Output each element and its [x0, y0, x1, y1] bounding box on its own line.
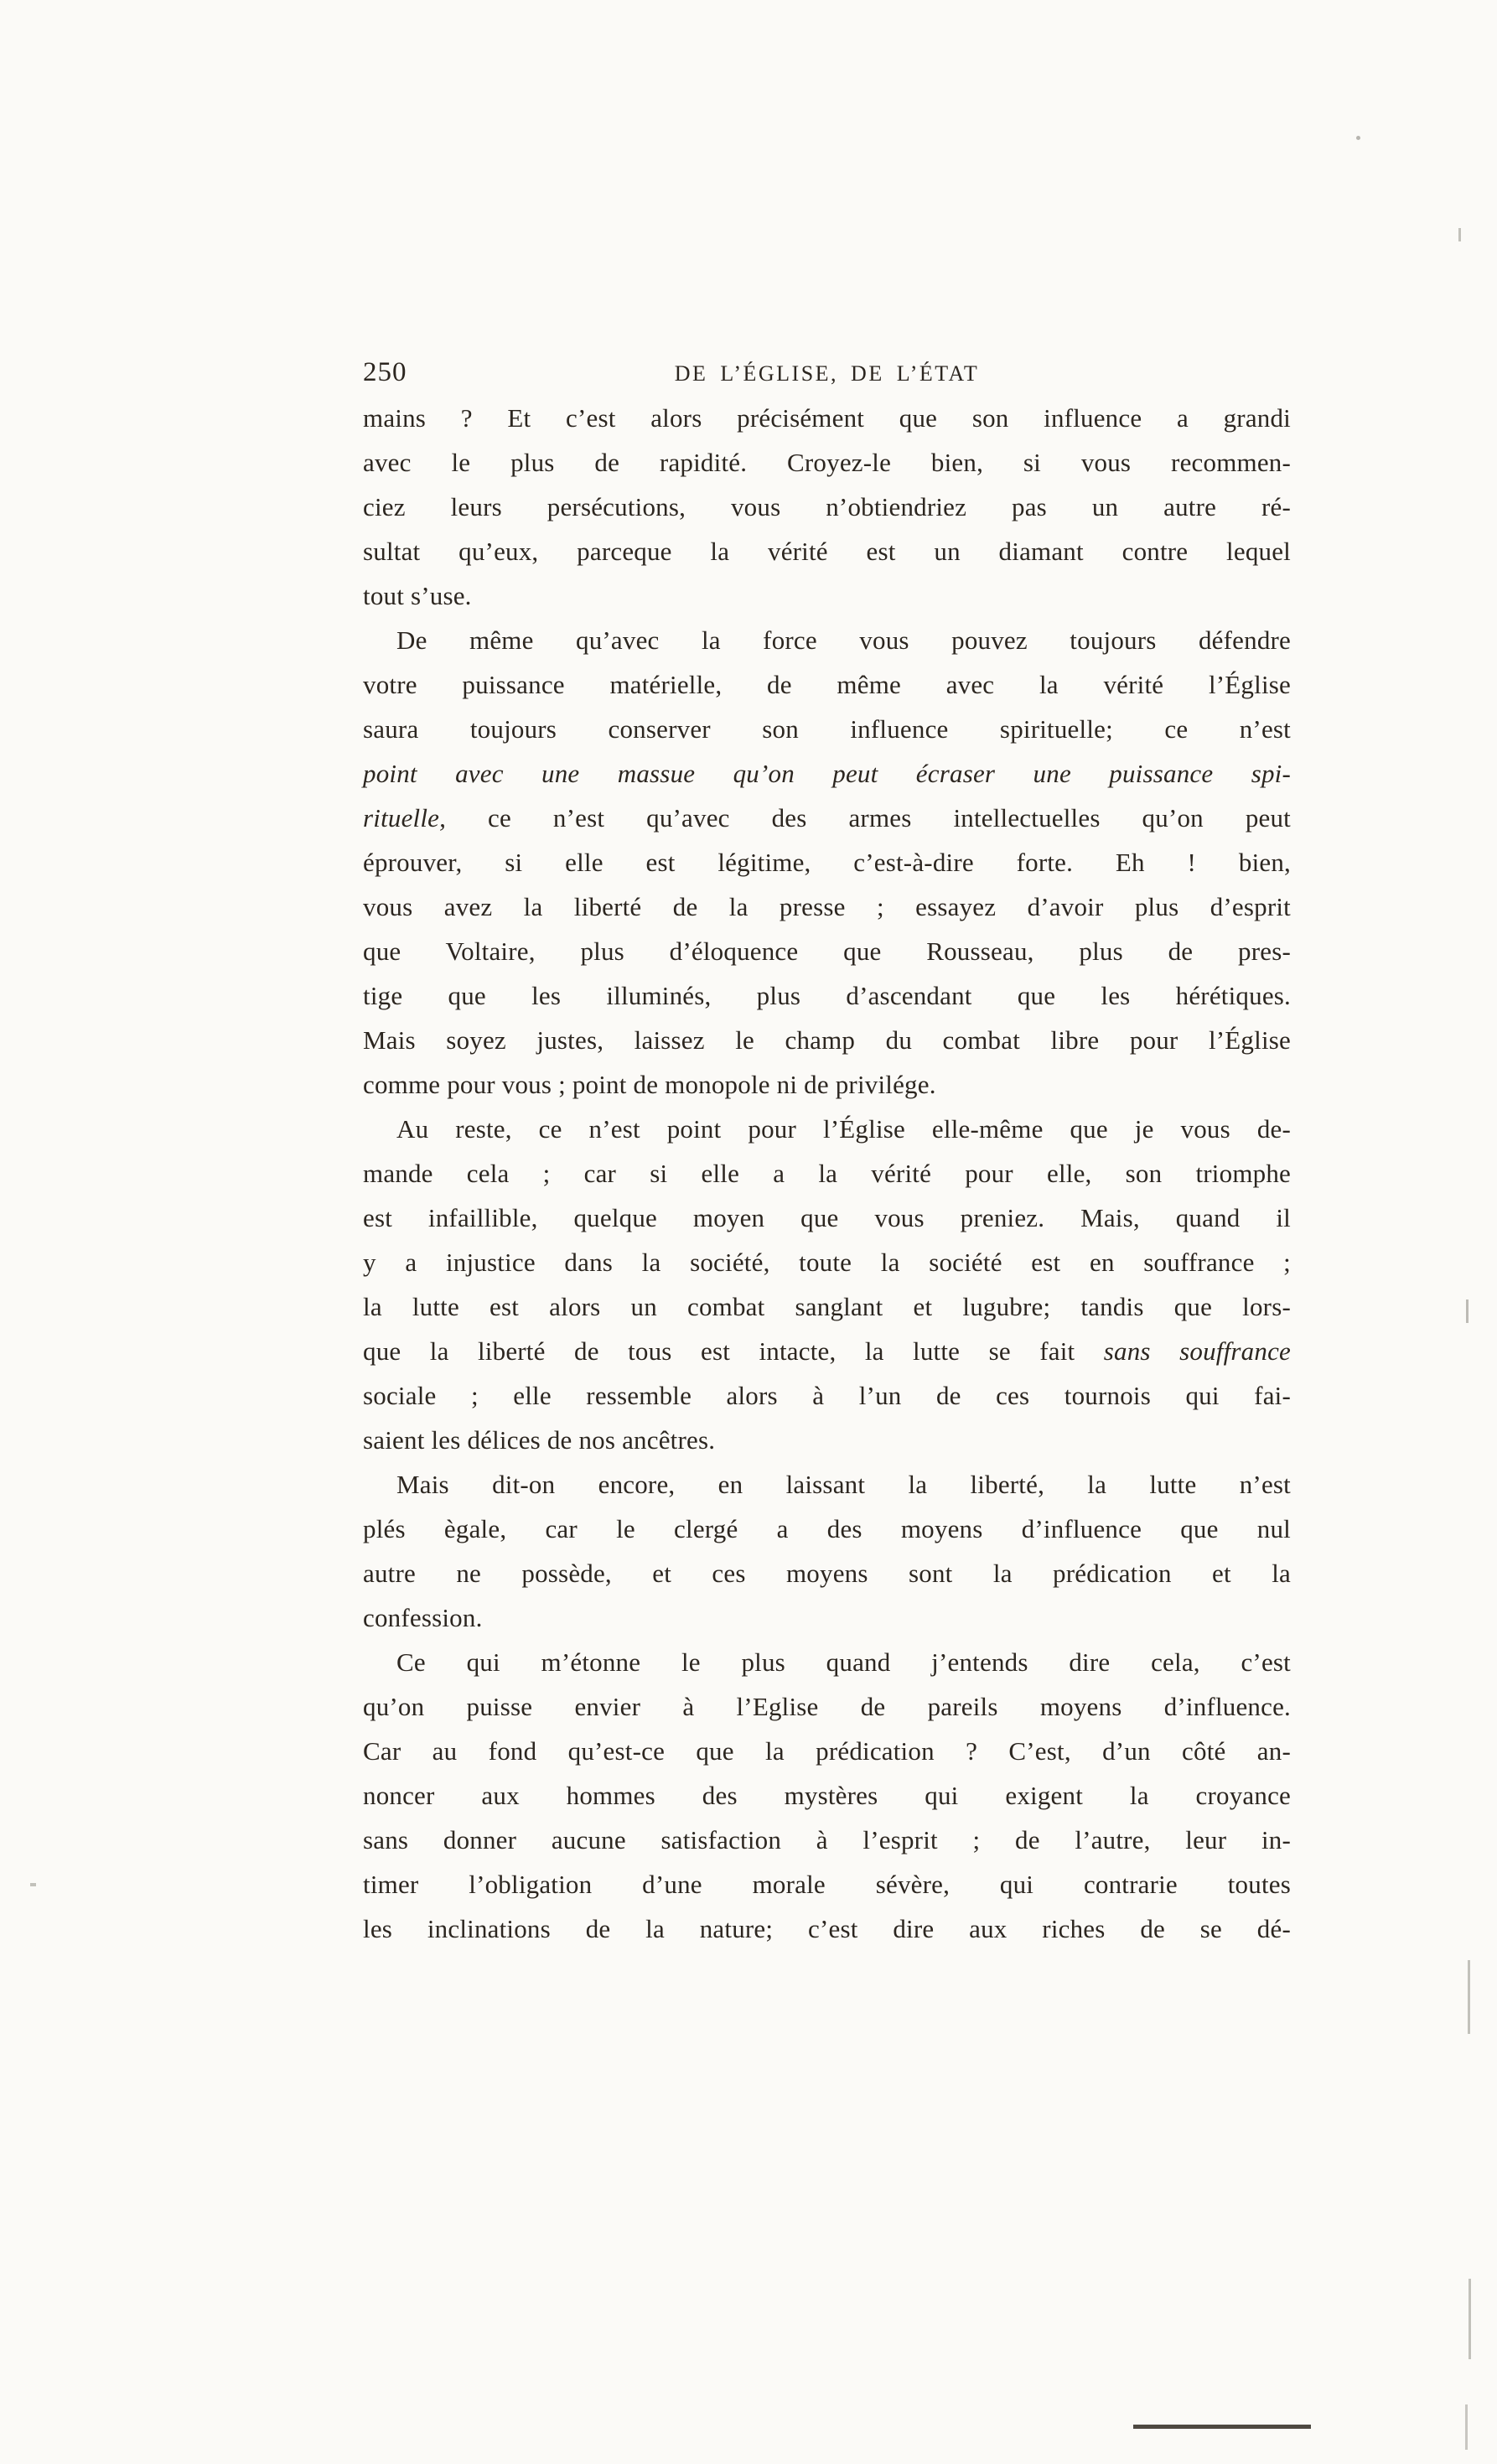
text-line	[363, 1062, 1291, 1107]
text-line	[363, 529, 1291, 573]
text-segment: noncer aux hommes des mystères qui exigent la croyance	[363, 1781, 1291, 1810]
scan-artifact-tick	[1466, 1299, 1469, 1323]
scan-artifact-dot	[30, 1883, 36, 1886]
scan-artifact-rule	[1133, 2425, 1311, 2429]
paragraph	[363, 1640, 1291, 1951]
text-line	[363, 1196, 1291, 1240]
text-segment: mains ? Et c’est alors précisément que son influence a grandi	[363, 403, 1291, 433]
text-line	[363, 1640, 1291, 1684]
page-header	[363, 355, 1291, 394]
text-line	[363, 1729, 1291, 1773]
text-segment: y a injustice dans la société, toute la société est en souffrance ;	[363, 1248, 1291, 1277]
scan-artifact-line	[1468, 1960, 1470, 2034]
text-line	[363, 1240, 1291, 1284]
text-segment: sociale ; elle ressemble alors à l’un de ces tournois qui fai-	[363, 1381, 1291, 1410]
text-line	[363, 1373, 1291, 1418]
text-line	[363, 1818, 1291, 1862]
text-segment: De même qu’avec la force vous pouvez toujours défendre	[396, 625, 1291, 655]
text-segment: éprouver, si elle est légitime, c’est-à-dire forte. Eh ! bien,	[363, 848, 1291, 877]
text-line	[363, 1018, 1291, 1062]
text-segment: timer l’obligation d’une morale sévère, qui contrarie toutes	[363, 1870, 1291, 1899]
text-line	[363, 973, 1291, 1018]
text-segment: saient les délices de nos ancêtres.	[363, 1425, 716, 1455]
text-line	[363, 1595, 1291, 1640]
text-segment: comme pour vous ; point de monopole ni de privilége.	[363, 1070, 936, 1099]
text-line	[363, 707, 1291, 751]
text-segment: plés ègale, car le clergé a des moyens d’influence que nul	[363, 1514, 1291, 1543]
text-segment: sultat qu’eux, parceque la vérité est un diamant contre lequel	[363, 537, 1291, 566]
text-segment: autre ne possède, et ces moyens sont la prédication et la	[363, 1559, 1291, 1588]
text-segment: qu’on puisse envier à l’Eglise de pareils moyens d’influence.	[363, 1692, 1291, 1721]
scan-artifact-line	[1469, 2279, 1471, 2359]
text-segment: que la liberté de tous est intacte, la lutte se fait	[363, 1336, 1104, 1366]
text-line	[363, 396, 1291, 440]
text-segment: ciez leurs persécutions, vous n’obtiendriez pas un autre ré-	[363, 492, 1291, 521]
text-segment: Car au fond qu’est-ce que la prédication ? C’est, d’un côté an-	[363, 1736, 1291, 1766]
text-line	[363, 1284, 1291, 1329]
text-segment: ce n’est qu’avec des armes intellectuelles qu’on peut	[446, 803, 1291, 833]
text-segment: Mais dit-on encore, en laissant la liberté, la lutte n’est	[396, 1470, 1291, 1499]
italic-text-segment: point avec une massue qu’on peut écraser une puissance spi-	[363, 759, 1291, 788]
text-segment: tige que les illuminés, plus d’ascendant que les hérétiques.	[363, 981, 1291, 1010]
text-segment: Au reste, ce n’est point pour l’Église elle-même que je vous de-	[396, 1114, 1291, 1144]
text-segment: Mais soyez justes, laissez le champ du combat libre pour l’Église	[363, 1025, 1291, 1055]
text-segment: que Voltaire, plus d’éloquence que Rousseau, plus de pres-	[363, 936, 1291, 966]
text-segment: tout s’use.	[363, 581, 472, 610]
text-line	[363, 929, 1291, 973]
scan-artifact-line	[1465, 2404, 1468, 2450]
paragraph	[363, 396, 1291, 618]
text-line	[363, 485, 1291, 529]
page-number: 250	[363, 357, 407, 387]
text-line	[363, 618, 1291, 662]
text-line	[363, 1151, 1291, 1196]
page-body-text	[363, 396, 1291, 1951]
text-line	[363, 751, 1291, 796]
italic-text-segment: sans souffrance	[1103, 1336, 1291, 1366]
scan-artifact-dot	[1356, 136, 1360, 140]
text-segment: confession.	[363, 1603, 483, 1632]
text-segment: votre puissance matérielle, de même avec la vérité l’Église	[363, 670, 1291, 699]
text-line	[363, 796, 1291, 840]
text-line	[363, 1684, 1291, 1729]
paragraph	[363, 1462, 1291, 1640]
italic-text-segment: rituelle,	[363, 803, 447, 833]
text-segment: la lutte est alors un combat sanglant et lugubre; tandis que lors-	[363, 1292, 1291, 1321]
text-line	[363, 440, 1291, 485]
text-segment: mande cela ; car si elle a la vérité pour elle, son triomphe	[363, 1159, 1291, 1188]
text-segment: les inclinations de la nature; c’est dire aux riches de se dé-	[363, 1914, 1291, 1943]
text-line	[363, 662, 1291, 707]
scan-artifact-tick	[1458, 228, 1461, 241]
text-segment: est infaillible, quelque moyen que vous preniez. Mais, quand il	[363, 1203, 1291, 1232]
paragraph	[363, 618, 1291, 1107]
text-line	[363, 1773, 1291, 1818]
text-line	[363, 1329, 1291, 1373]
text-segment: vous avez la liberté de la presse ; essayez d’avoir plus d’esprit	[363, 892, 1291, 921]
text-segment: saura toujours conserver son influence spirituelle; ce n’est	[363, 714, 1291, 744]
text-line	[363, 1462, 1291, 1507]
text-line	[363, 1507, 1291, 1551]
text-line	[363, 884, 1291, 929]
text-line	[363, 1107, 1291, 1151]
text-line	[363, 840, 1291, 884]
text-line	[363, 573, 1291, 618]
text-segment: Ce qui m’étonne le plus quand j’entends dire cela, c’est	[396, 1647, 1291, 1677]
text-segment: sans donner aucune satisfaction à l’esprit ; de l’autre, leur in-	[363, 1825, 1291, 1854]
text-line	[363, 1551, 1291, 1595]
paragraph	[363, 1107, 1291, 1462]
text-line	[363, 1906, 1291, 1951]
running-title: DE L’ÉGLISE, DE L’ÉTAT	[674, 361, 980, 386]
text-line	[363, 1862, 1291, 1906]
text-segment: avec le plus de rapidité. Croyez-le bien, si vous recommen-	[363, 448, 1291, 477]
text-line	[363, 1418, 1291, 1462]
